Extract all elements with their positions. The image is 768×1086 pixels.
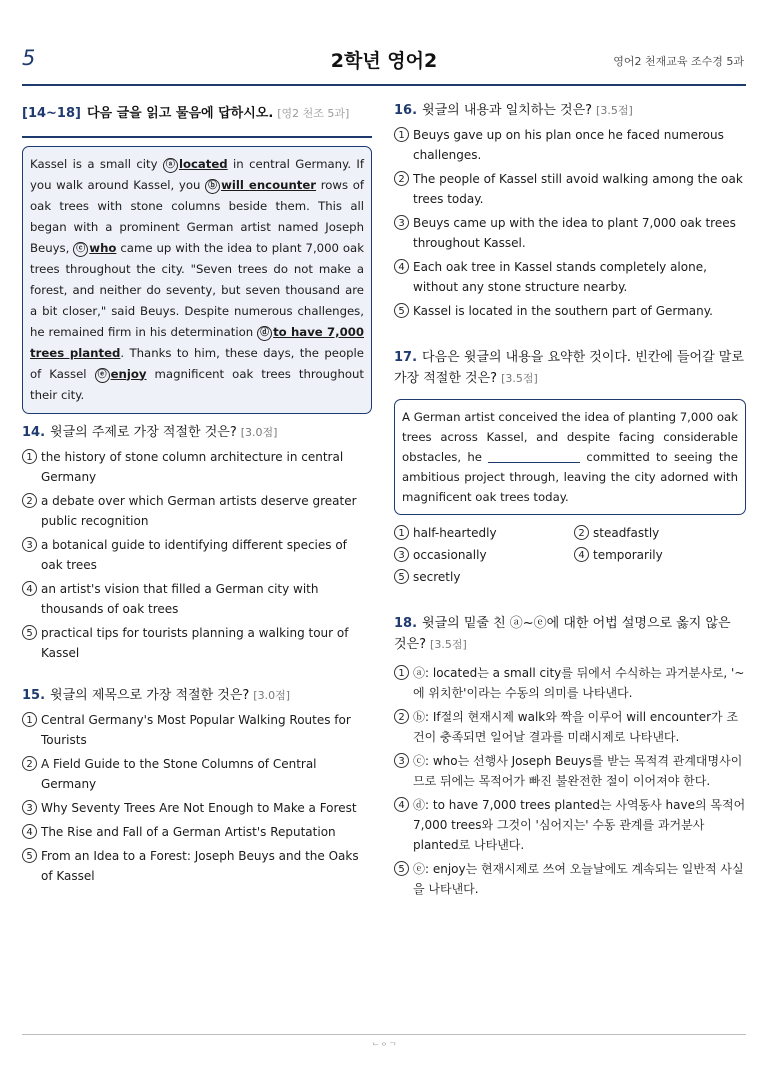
- page-title: 2학년 영어2: [330, 50, 438, 72]
- summary-box: [394, 399, 746, 515]
- option-number: 5: [394, 303, 409, 318]
- marker-d: ⓓ: [257, 326, 272, 341]
- underlined-b: will encounter: [221, 177, 317, 192]
- option-2[interactable]: [394, 169, 746, 209]
- question-stem: [22, 422, 372, 443]
- option-text: Beuys gave up on his plan once he faced numerous challenges.: [413, 128, 724, 162]
- passage-text: came up with the idea to plant 7,000 oak trees throughout the city. "Seven trees do not make a forest, and neither do seventy, but seven thousand are a bit closer," said Beuys. Despite numerous challenges, he remained firm in his determination: [30, 240, 364, 339]
- underlined-c: who: [89, 240, 117, 255]
- passage-text: in central Germany. If you walk around Kassel, you: [30, 156, 364, 192]
- option-number: 4: [574, 547, 589, 562]
- option-text: ⓒ: who는 선행사 Joseph Beuys를 받는 목적격 관계대명사이므로 뒤에는 목적어가 빠진 불완전한 절이 이어져야 한다.: [413, 754, 743, 788]
- question-text: 윗글의 내용과 일치하는 것은?: [422, 103, 593, 118]
- question-number: 14.: [22, 424, 46, 440]
- set-instruction: 다음 글을 읽고 물음에 답하시오.: [86, 106, 274, 121]
- option-text: occasionally: [413, 548, 487, 562]
- question-points: [3.0점]: [253, 688, 290, 702]
- option-1[interactable]: [22, 447, 372, 487]
- question-text: 윗글의 밑줄 친 ⓐ~ⓔ에 대한 어법 설명으로 옳지 않은 것은?: [394, 616, 731, 652]
- question-number: 16.: [394, 103, 418, 118]
- answer-blank: [488, 462, 580, 463]
- option-number: 2: [394, 171, 409, 186]
- option-3[interactable]: [394, 751, 746, 791]
- marker-e: ⓔ: [95, 368, 110, 383]
- option-text: Beuys came up with the idea to plant 7,000 oak trees throughout Kassel.: [413, 216, 736, 250]
- question-stem: [394, 100, 746, 121]
- header-divider: [22, 84, 746, 86]
- option-text: temporarily: [593, 548, 663, 562]
- option-text: a debate over which German artists deserve greater public recognition: [41, 493, 357, 528]
- option-1[interactable]: [394, 523, 574, 543]
- option-number: 4: [394, 797, 409, 812]
- underlined-e: enjoy: [110, 366, 147, 381]
- option-number: 2: [22, 756, 37, 771]
- option-number: 5: [22, 848, 37, 863]
- option-number: 3: [394, 753, 409, 768]
- option-number: 5: [394, 861, 409, 876]
- option-text: the history of stone column architecture in central Germany: [41, 449, 344, 484]
- option-text: half-heartedly: [413, 526, 497, 540]
- option-text: steadfastly: [593, 526, 660, 540]
- set-divider: [22, 136, 372, 138]
- option-3[interactable]: [22, 535, 372, 575]
- option-text: A Field Guide to the Stone Columns of Central Germany: [41, 756, 317, 791]
- option-text: a botanical guide to identifying different species of oak trees: [41, 537, 347, 572]
- option-number: 1: [394, 525, 409, 540]
- option-text: an artist's vision that filled a German city with thousands of oak trees: [41, 581, 319, 616]
- option-3[interactable]: [394, 545, 574, 565]
- option-1[interactable]: [22, 710, 372, 750]
- option-number: 1: [22, 449, 37, 464]
- option-text: practical tips for tourists planning a walking tour of Kassel: [41, 625, 349, 660]
- option-5[interactable]: [394, 301, 746, 321]
- option-1[interactable]: [394, 663, 746, 703]
- option-3[interactable]: [22, 798, 372, 818]
- option-4[interactable]: [22, 822, 372, 842]
- marker-a: ⓐ: [163, 158, 178, 173]
- option-text: The Rise and Fall of a German Artist's Reputation: [41, 824, 336, 839]
- option-number: 1: [22, 712, 37, 727]
- option-2[interactable]: [22, 754, 372, 794]
- passage-text: . Thanks to him, these days, the people of Kassel: [30, 345, 364, 381]
- question-points: [3.5점]: [430, 638, 467, 651]
- option-3[interactable]: [394, 213, 746, 253]
- question-text: 윗글의 제목으로 가장 적절한 것은?: [50, 687, 250, 703]
- option-number: 3: [394, 547, 409, 562]
- option-number: 4: [22, 824, 37, 839]
- option-5[interactable]: [22, 623, 372, 663]
- exam-subtitle: 영어2 천재교육 조수경 5과: [613, 55, 744, 68]
- option-1[interactable]: [394, 125, 746, 165]
- option-text: From an Idea to a Forest: Joseph Beuys and the Oaks of Kassel: [41, 848, 359, 883]
- option-2[interactable]: [22, 491, 372, 531]
- question-number: 15.: [22, 687, 46, 703]
- question-18: [394, 613, 746, 899]
- option-text: ⓑ: If절의 현재시제 walk와 짝을 이루어 will encounter가 조건이 충족되면 일어날 결과를 미래시제로 나타낸다.: [413, 710, 739, 744]
- option-2[interactable]: [574, 523, 746, 543]
- marker-b: ⓑ: [205, 179, 220, 194]
- option-text: Kassel is located in the southern part of Germany.: [413, 304, 713, 318]
- passage-text: rows of oak trees with stone columns beside them. This all began with a prominent German artist named Joseph Beuys,: [30, 177, 364, 255]
- question-set-title: [22, 104, 372, 124]
- option-text: secretly: [413, 570, 461, 584]
- question-number: 18.: [394, 616, 418, 631]
- option-text: Why Seventy Trees Are Not Enough to Make a Forest: [41, 800, 357, 815]
- option-number: 1: [394, 127, 409, 142]
- option-4[interactable]: [394, 795, 746, 855]
- option-text: ⓓ: to have 7,000 trees planted는 사역동사 have의 목적어 7,000 trees와 그것이 '심어지는' 수동 관계를 과거분사 planted로 나타낸다.: [413, 798, 746, 852]
- question-points: [3.5점]: [596, 104, 633, 117]
- option-text: ⓔ: enjoy는 현재시제로 쓰여 오늘날에도 계속되는 일반적 사실을 나타낸다.: [413, 862, 744, 896]
- option-number: 2: [394, 709, 409, 724]
- page-number: 5: [22, 46, 36, 70]
- question-stem: [394, 613, 746, 655]
- question-15: [22, 685, 372, 886]
- question-17: [394, 347, 746, 587]
- option-number: 4: [22, 581, 37, 596]
- question-16: [394, 100, 746, 321]
- footer-divider: [22, 1034, 746, 1035]
- reading-passage: [22, 146, 372, 414]
- question-14: [22, 422, 372, 663]
- option-text: Each oak tree in Kassel stands completely alone, without any stone structure nearby.: [413, 260, 707, 294]
- right-column: [394, 100, 746, 899]
- option-5[interactable]: [394, 567, 574, 587]
- question-points: [3.5점]: [501, 372, 538, 385]
- option-text: Central Germany's Most Popular Walking Routes for Tourists: [41, 712, 351, 747]
- footer-mark: ᄂᄋᄀ: [370, 1043, 398, 1053]
- passage-text: Kassel is a small city: [30, 156, 163, 171]
- question-text: 다음은 윗글의 내용을 요약한 것이다. 빈칸에 들어갈 말로 가장 적절한 것은?: [394, 350, 744, 386]
- underlined-d: to have 7,000 trees planted: [30, 324, 364, 360]
- option-number: 5: [22, 625, 37, 640]
- question-points: [3.0점]: [240, 425, 278, 439]
- marker-c: ⓒ: [73, 242, 88, 257]
- option-2[interactable]: [394, 707, 746, 747]
- option-number: 2: [574, 525, 589, 540]
- option-4[interactable]: [394, 257, 746, 297]
- option-grid: [394, 521, 746, 587]
- summary-text: A German artist conceived the idea of planting 7,000 oak trees across Kassel, and despite facing considerable obstacles, he: [402, 410, 738, 464]
- option-5[interactable]: [22, 846, 372, 886]
- option-number: 4: [394, 259, 409, 274]
- option-number: 2: [22, 493, 37, 508]
- option-4[interactable]: [574, 545, 746, 565]
- question-stem: [394, 347, 746, 389]
- summary-text: committed to seeing the ambitious project through, leaving the city adorned with magnificent oak trees today.: [402, 450, 738, 504]
- option-4[interactable]: [22, 579, 372, 619]
- option-text: The people of Kassel still avoid walking among the oak trees today.: [413, 172, 743, 206]
- option-number: 5: [394, 569, 409, 584]
- question-text: 윗글의 주제로 가장 적절한 것은?: [50, 424, 237, 440]
- set-source: [영2 천조 5과]: [277, 107, 350, 120]
- option-5[interactable]: [394, 859, 746, 899]
- question-number: 17.: [394, 350, 418, 365]
- option-number: 3: [394, 215, 409, 230]
- passage-text: magnificent oak trees throughout their city.: [30, 366, 364, 402]
- underlined-a: located: [178, 156, 228, 171]
- option-number: 1: [394, 665, 409, 680]
- option-number: 3: [22, 537, 37, 552]
- question-stem: [22, 685, 372, 706]
- question-range: [14~18]: [22, 106, 81, 121]
- option-number: 3: [22, 800, 37, 815]
- left-column: [22, 104, 372, 886]
- option-text: ⓐ: located는 a small city를 뒤에서 수식하는 과거분사로, '~에 위치한'이라는 수동의 의미를 나타낸다.: [413, 666, 745, 700]
